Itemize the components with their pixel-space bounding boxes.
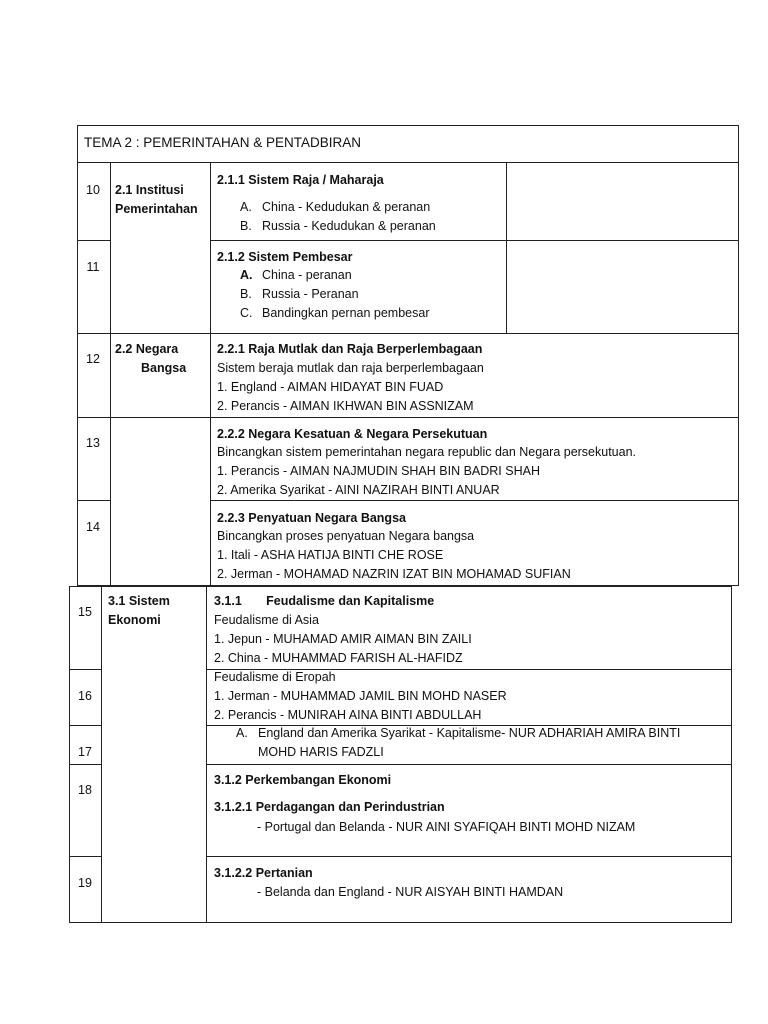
section-label: 2.2 Negara bbox=[115, 342, 179, 356]
list-item-text: Russia - Peranan bbox=[262, 287, 359, 301]
list-item bbox=[240, 198, 430, 217]
page-title: TEMA 2 : PEMERINTAHAN & PENTADBIRAN bbox=[84, 135, 362, 150]
row-number: 11 bbox=[86, 260, 100, 274]
row-divider bbox=[77, 333, 739, 334]
row-divider bbox=[69, 669, 102, 670]
assignment-item: 1. Perancis - AIMAN NAJMUDIN SHAH BIN BADRI SHAH bbox=[217, 464, 540, 478]
topic-description: Bincangkan proses penyatuan Negara bangsa bbox=[217, 529, 475, 543]
list-item bbox=[240, 285, 359, 304]
row-divider bbox=[210, 500, 739, 501]
topic-description: Feudalisme di Eropah bbox=[214, 670, 336, 684]
assignment-item: 1. Jepun - MUHAMAD AMIR AIMAN BIN ZAILI bbox=[214, 632, 472, 646]
row-number: 14 bbox=[86, 520, 100, 534]
list-item bbox=[240, 266, 352, 285]
list-marker: A. bbox=[236, 726, 248, 740]
row-number: 10 bbox=[86, 183, 100, 197]
topic-description: Sistem beraja mutlak dan raja berperlembagaan bbox=[217, 361, 484, 375]
topic-description: Feudalisme di Asia bbox=[214, 613, 319, 627]
row-divider bbox=[69, 764, 102, 765]
row-divider bbox=[206, 856, 732, 857]
assignment-item bbox=[236, 724, 680, 743]
column-divider bbox=[110, 162, 111, 586]
assignment-item: 1. Itali - ASHA HATIJA BINTI CHE ROSE bbox=[217, 548, 444, 562]
list-marker: C. bbox=[240, 306, 253, 320]
row-divider bbox=[77, 240, 110, 241]
list-marker: B. bbox=[240, 287, 252, 301]
assignment-item-continued: MOHD HARIS FADZLI bbox=[258, 745, 384, 759]
assignment-item: 2. Amerika Syarikat - AINI NAZIRAH BINTI ANUAR bbox=[217, 483, 500, 497]
list-marker: B. bbox=[240, 219, 252, 233]
subtopic-title: 3.1.2.2 Pertanian bbox=[214, 866, 313, 880]
assignment-item: 2. Jerman - MOHAMAD NAZRIN IZAT BIN MOHAMAD SUFIAN bbox=[217, 567, 571, 581]
row-number: 12 bbox=[86, 352, 100, 366]
column-divider bbox=[101, 586, 102, 923]
list-marker: A. bbox=[240, 200, 252, 214]
topic-title: 3.1.1 Feudalisme dan Kapitalisme bbox=[214, 594, 435, 608]
row-number: 18 bbox=[78, 783, 92, 797]
column-divider bbox=[210, 162, 211, 586]
list-item-text: Russia - Kedudukan & peranan bbox=[262, 219, 436, 233]
assignment-item: 1. Jerman - MUHAMMAD JAMIL BIN MOHD NASER bbox=[214, 689, 507, 703]
topic-title: 2.2.1 Raja Mutlak dan Raja Berperlembagaan bbox=[217, 342, 483, 356]
topic-description: Bincangkan sistem pemerintahan negara republic dan Negara persekutuan. bbox=[217, 445, 637, 459]
topic-title: 2.2.2 Negara Kesatuan & Negara Persekutuan bbox=[217, 427, 488, 441]
assignment-item: - Belanda dan England - NUR AISYAH BINTI HAMDAN bbox=[257, 885, 564, 899]
assignment-item: - Portugal dan Belanda - NUR AINI SYAFIQAH BINTI MOHD NIZAM bbox=[257, 820, 636, 834]
row-divider bbox=[206, 764, 732, 765]
list-marker: A. bbox=[240, 268, 253, 282]
row-number: 17 bbox=[78, 745, 92, 759]
assignment-item: 1. England - AIMAN HIDAYAT BIN FUAD bbox=[217, 380, 444, 394]
topic-title: 2.1.2 Sistem Pembesar bbox=[217, 250, 353, 264]
row-divider bbox=[69, 856, 102, 857]
column-divider bbox=[206, 586, 207, 923]
topic-title: 2.2.3 Penyatuan Negara Bangsa bbox=[217, 511, 406, 525]
row-divider bbox=[210, 240, 739, 241]
list-item-text: China - peranan bbox=[262, 268, 352, 282]
list-item bbox=[240, 217, 436, 236]
section-label: 2.1 Institusi bbox=[115, 183, 184, 197]
assignment-item: 2. China - MUHAMMAD FARISH AL-HAFIDZ bbox=[214, 651, 463, 665]
section-label: Bangsa bbox=[141, 361, 187, 375]
section-label: Ekonomi bbox=[108, 613, 161, 627]
subtopic-title: 3.1.2.1 Perdagangan dan Perindustrian bbox=[214, 800, 445, 814]
list-item-text: China - Kedudukan & peranan bbox=[262, 200, 431, 214]
row-number: 13 bbox=[86, 436, 100, 450]
assignment-item: 2. Perancis - AIMAN IKHWAN BIN ASSNIZAM bbox=[217, 399, 474, 413]
list-item bbox=[240, 304, 429, 323]
list-item-text: Bandingkan pernan pembesar bbox=[262, 306, 430, 320]
row-divider bbox=[69, 725, 102, 726]
assignment-item: 2. Perancis - MUNIRAH AINA BINTI ABDULLAH bbox=[214, 708, 482, 722]
section-label: Pemerintahan bbox=[115, 202, 198, 216]
column-divider bbox=[506, 162, 507, 333]
list-item-text: England dan Amerika Syarikat - Kapitalisme- NUR ADHARIAH AMIRA BINTI bbox=[258, 726, 681, 740]
row-divider bbox=[77, 500, 110, 501]
row-number: 19 bbox=[78, 876, 92, 890]
topic-title: 2.1.1 Sistem Raja / Maharaja bbox=[217, 173, 384, 187]
header-divider bbox=[77, 162, 739, 163]
row-number: 15 bbox=[78, 605, 92, 619]
row-number: 16 bbox=[78, 689, 92, 703]
topic-title: 3.1.2 Perkembangan Ekonomi bbox=[214, 773, 392, 787]
row-divider bbox=[77, 417, 739, 418]
section-label: 3.1 Sistem bbox=[108, 594, 170, 608]
